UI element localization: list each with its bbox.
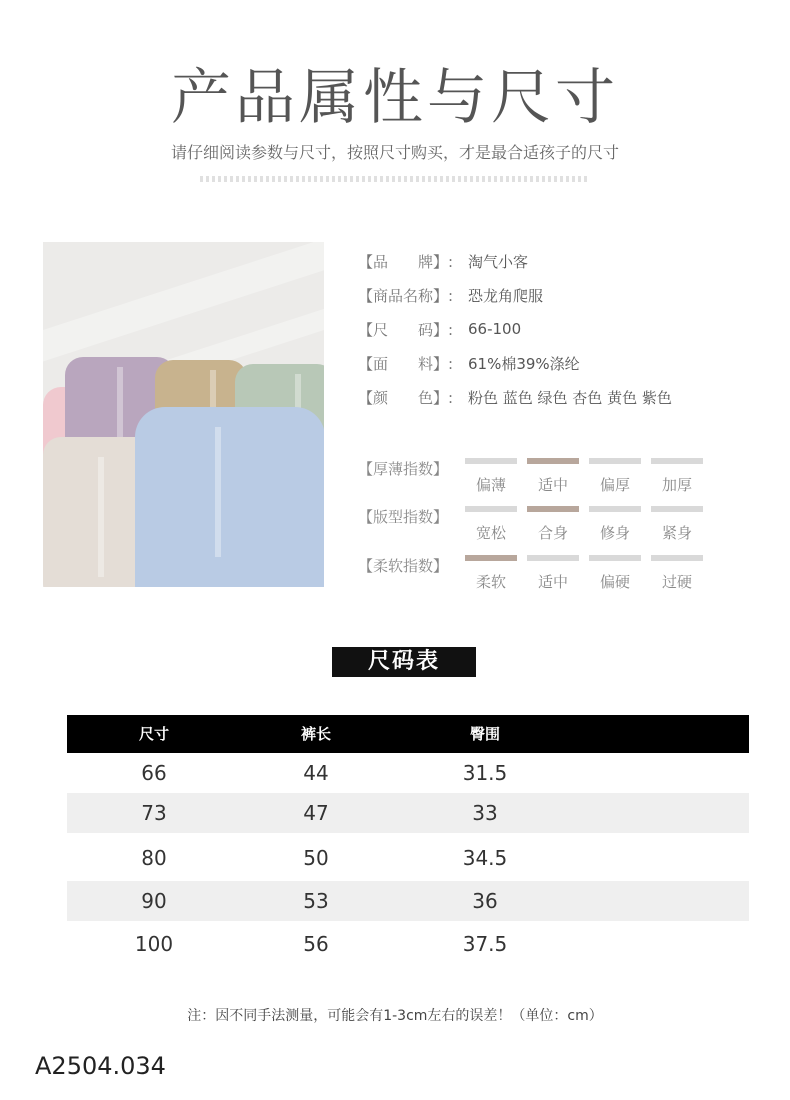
table-cell: 44 (303, 761, 329, 785)
attr-key: 【品 牌】: (358, 252, 454, 271)
table-cell: 53 (303, 889, 329, 913)
attr-key: 【颜 色】: (358, 388, 454, 407)
attr-key: 【尺 码】: (358, 320, 454, 339)
index-option: 偏硬 (589, 555, 641, 592)
index-label: 【厚薄指数】 (358, 460, 449, 478)
attr-value: 淘气小客 (468, 252, 529, 271)
index-option: 宽松 (465, 506, 517, 543)
index-option: 合身 (527, 506, 579, 543)
attr-row (358, 278, 778, 312)
garment-blue (135, 407, 324, 587)
table-row (67, 924, 749, 964)
index-option: 修身 (589, 506, 641, 543)
table-row (67, 838, 749, 878)
table-cell: 33 (472, 801, 498, 825)
attr-value: 恐龙角爬服 (468, 286, 544, 305)
size-table-header (67, 715, 749, 753)
table-cell: 50 (303, 846, 329, 870)
table-row (67, 881, 749, 921)
index-option: 加厚 (651, 458, 703, 495)
size-chart-heading: 尺码表 (332, 647, 476, 677)
index-bar (527, 506, 579, 512)
index-bar (527, 458, 579, 464)
attr-row (358, 380, 778, 414)
index-bar (465, 555, 517, 561)
table-cell: 47 (303, 801, 329, 825)
product-photo (43, 242, 324, 587)
column-header: 裤长 (300, 725, 331, 743)
decorative-fine-line (200, 176, 590, 182)
index-bar (651, 458, 703, 464)
attr-value: 61%棉39%涤纶 (468, 354, 580, 373)
table-cell: 36 (472, 889, 498, 913)
index-bar (465, 506, 517, 512)
attr-row (358, 346, 778, 380)
attr-key: 【面 料】: (358, 354, 454, 373)
page-title: 产品属性与尺寸 (171, 63, 619, 133)
table-cell: 31.5 (462, 761, 508, 785)
product-code: A2504.034 (35, 1052, 166, 1080)
table-cell: 56 (303, 932, 329, 956)
index-bar (589, 506, 641, 512)
table-cell: 37.5 (462, 932, 508, 956)
index-option: 偏薄 (465, 458, 517, 495)
attr-key: 【商品名称】: (358, 286, 454, 305)
attribute-list (358, 244, 778, 414)
attr-value: 66-100 (468, 320, 522, 338)
index-bar (651, 506, 703, 512)
index-option: 偏厚 (589, 458, 641, 495)
measurement-note: 注：因不同手法测量，可能会有1-3cm左右的误差！（单位：cm） (187, 1008, 603, 1024)
index-bar (527, 555, 579, 561)
index-bar (465, 458, 517, 464)
table-row (67, 793, 749, 833)
attr-value: 粉色 蓝色 绿色 杏色 黄色 紫色 (468, 388, 672, 407)
column-header: 臀围 (469, 725, 500, 743)
index-option: 适中 (527, 555, 579, 592)
index-option: 紧身 (651, 506, 703, 543)
table-cell: 100 (134, 932, 174, 956)
table-cell: 34.5 (462, 846, 508, 870)
attr-row (358, 312, 778, 346)
attr-row (358, 244, 778, 278)
index-option: 柔软 (465, 555, 517, 592)
table-cell: 73 (141, 801, 167, 825)
index-option: 适中 (527, 458, 579, 495)
column-header: 尺寸 (138, 725, 169, 743)
index-bar (589, 555, 641, 561)
index-label: 【版型指数】 (358, 508, 449, 526)
table-cell: 66 (141, 761, 167, 785)
table-cell: 80 (141, 846, 167, 870)
table-cell: 90 (141, 889, 167, 913)
table-row (67, 753, 749, 793)
index-bar (651, 555, 703, 561)
index-label: 【柔软指数】 (358, 557, 449, 575)
index-option: 过硬 (651, 555, 703, 592)
index-bar (589, 458, 641, 464)
page-subtitle: 请仔细阅读参数与尺寸，按照尺寸购买，才是最合适孩子的尺寸 (170, 143, 619, 162)
